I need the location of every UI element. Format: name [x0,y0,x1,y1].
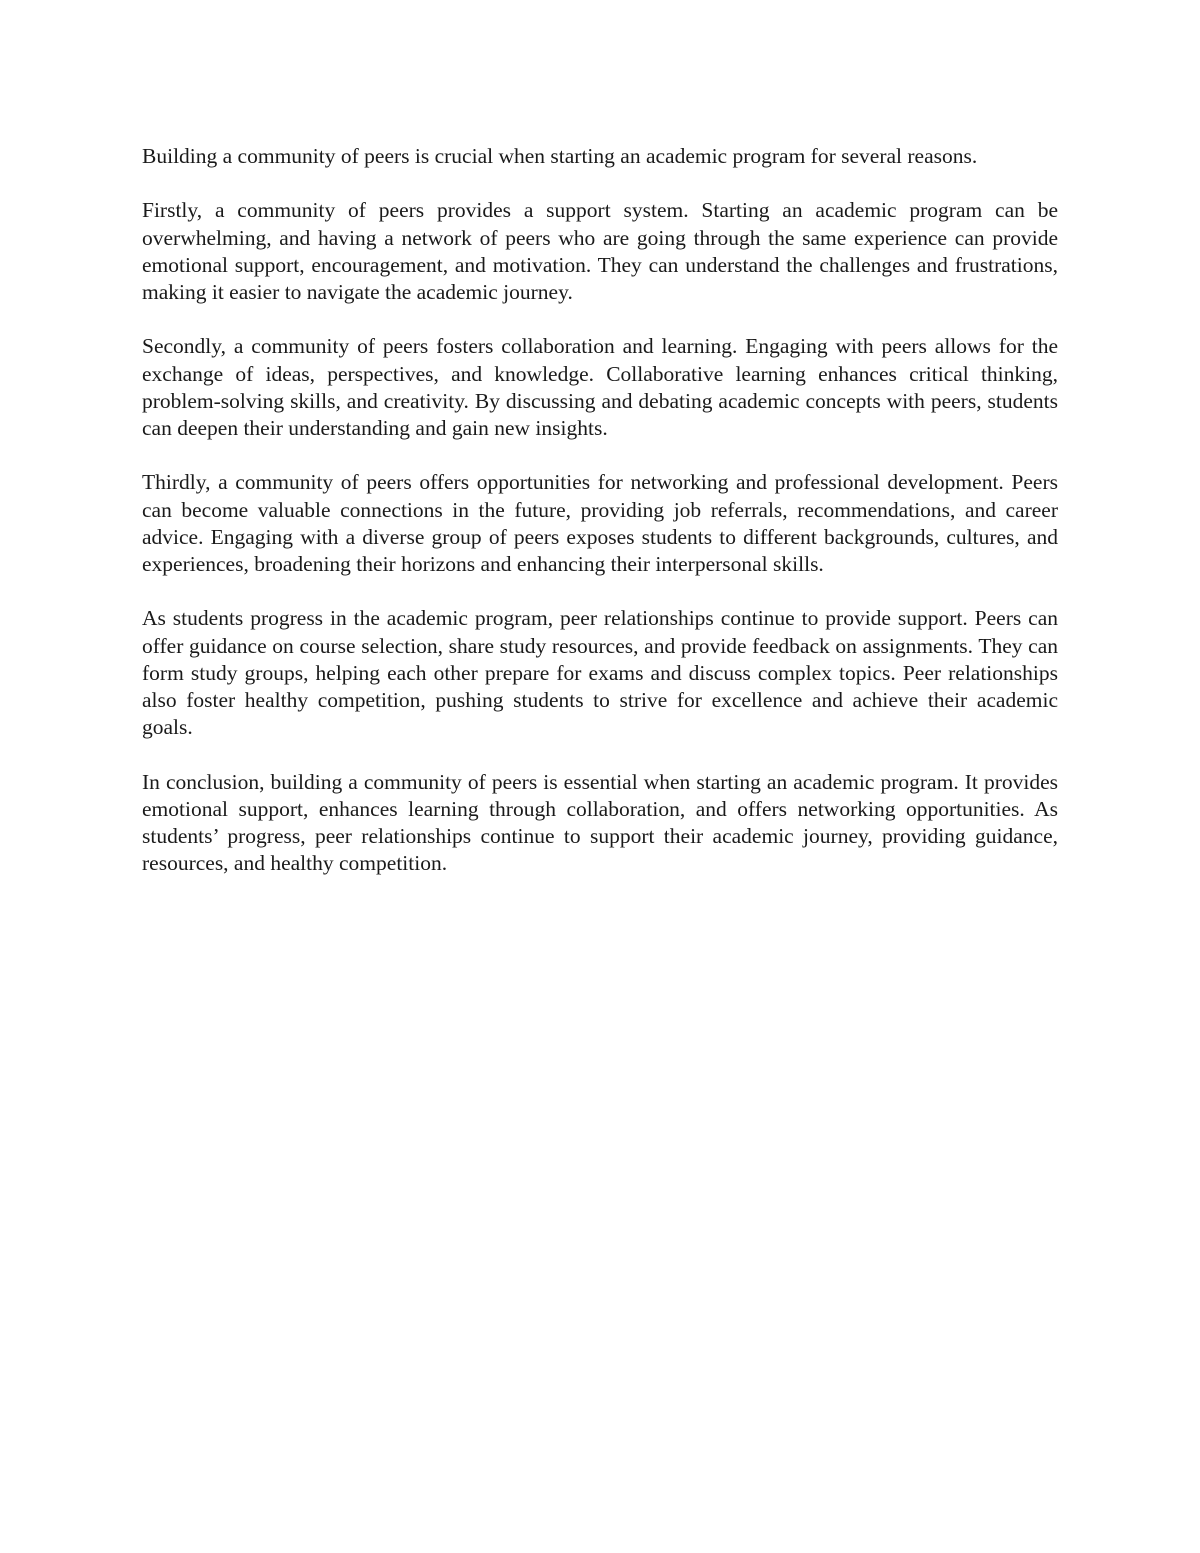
paragraph-intro: Building a community of peers is crucial when starting an academic program for several reasons. [142,144,978,168]
paragraph-progress: As students progress in the academic program, peer relationships continue to provide support. Peers can offer guidance on course selection, share study resources, and provide feedback on assignments. They can form study groups, helping each other prepare for exams and discuss complex topics. Peer relationships also foster healthy competition, pushing students to strive for excellence and achieve their academic goals. [142,606,1058,740]
document-body [142,143,1058,877]
paragraph-firstly: Firstly, a community of peers provides a support system. Starting an academic program can be overwhelming, and having a network of peers who are going through the same experience can provide emotional support, encouragement, and motivation. They can understand the challenges and frustrations, making it easier to navigate the academic journey. [142,198,1058,304]
paragraph-secondly: Secondly, a community of peers fosters collaboration and learning. Engaging with peers allows for the exchange of ideas, perspectives, and knowledge. Collaborative learning enhances critical thinking, problem-solving skills, and creativity. By discussing and debating academic concepts with peers, students can deepen their understanding and gain new insights. [142,334,1058,440]
paragraph-conclusion: In conclusion, building a community of peers is essential when starting an academic program. It provides emotional support, enhances learning through collaboration, and offers networking opportunities. As students’ progress, peer relationships continue to support their academic journey, providing guidance, resources, and healthy competition. [142,769,1058,876]
paragraph-thirdly: Thirdly, a community of peers offers opportunities for networking and professional development. Peers can become valuable connections in the future, providing job referrals, recommendations, and career advice. Engaging with a diverse group of peers exposes students to different backgrounds, cultures, and experiences, broadening their horizons and enhancing their interpersonal skills. [142,470,1058,576]
